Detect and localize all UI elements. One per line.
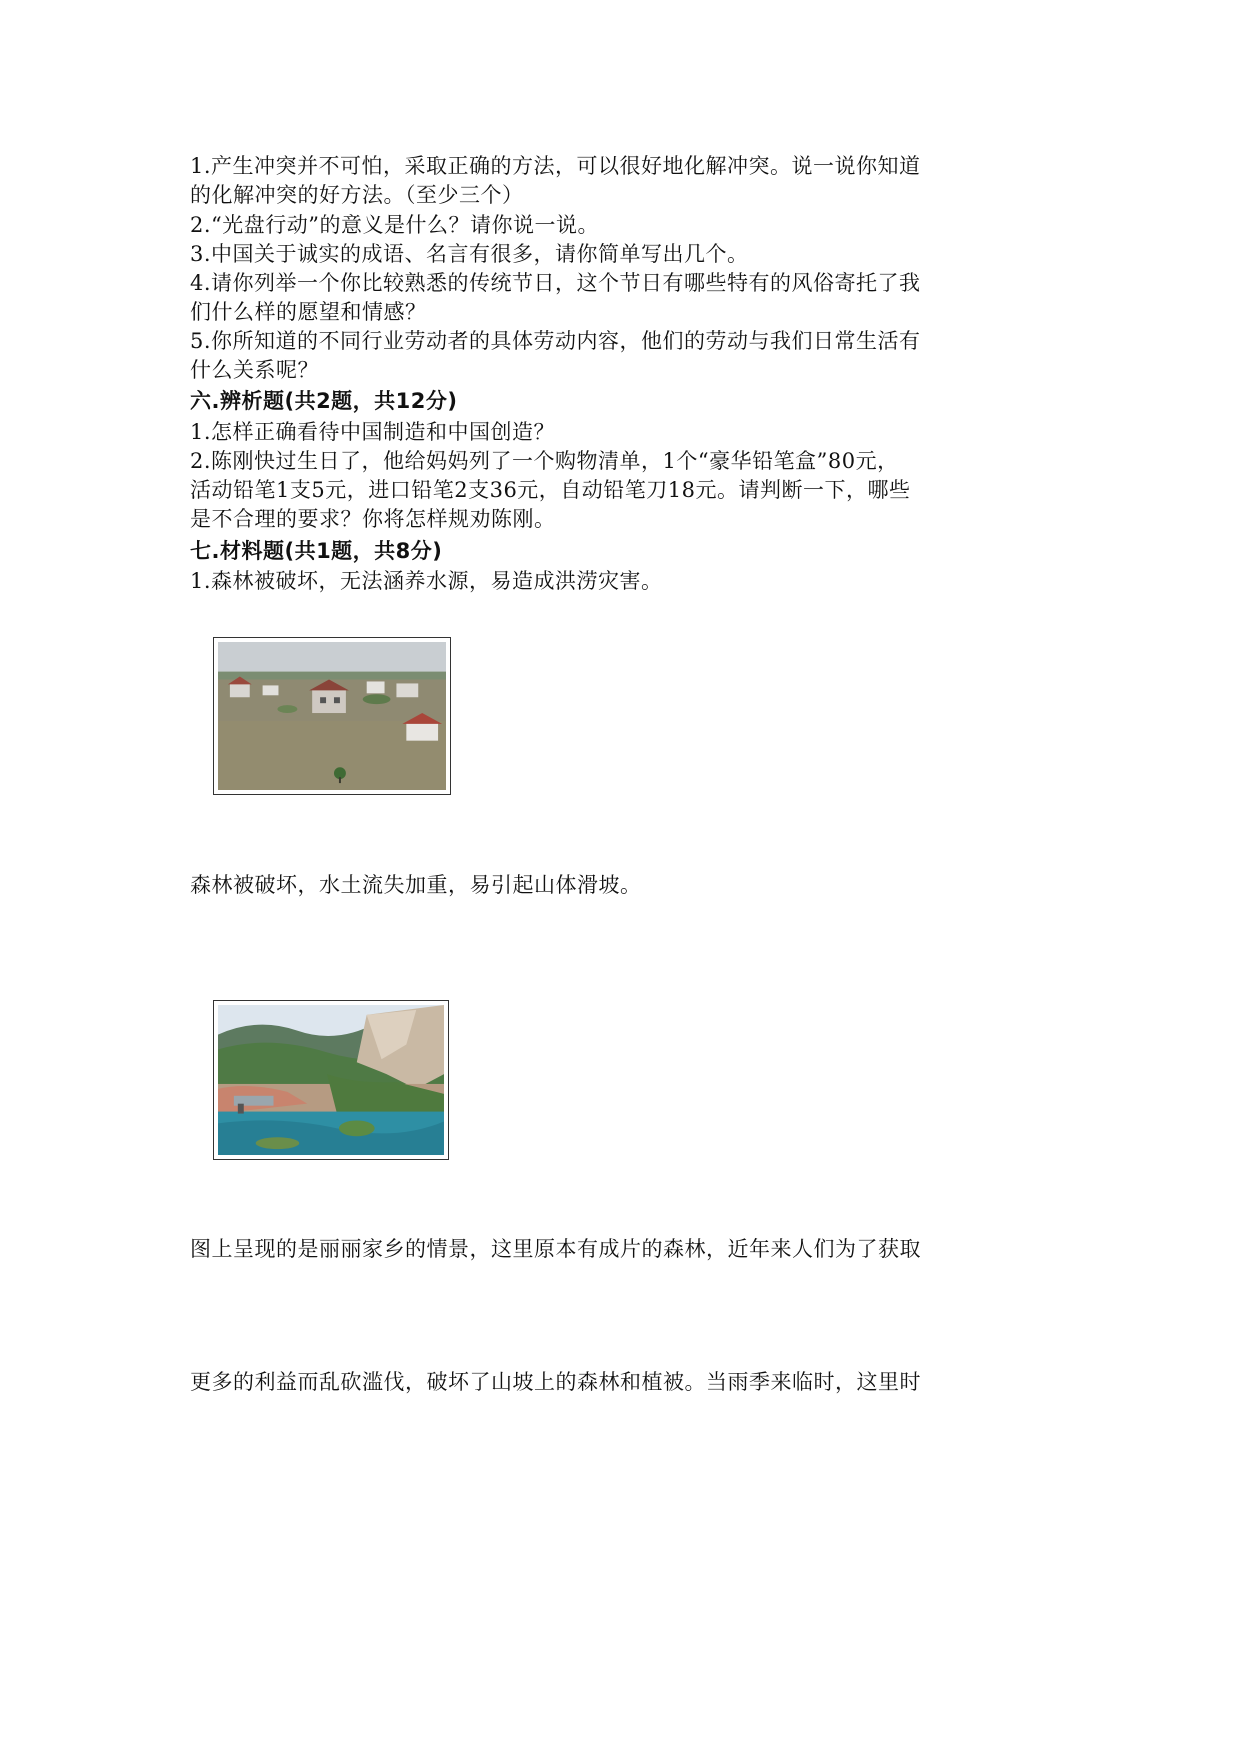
section6-heading: 六.辨析题(共2题，共12分) (190, 389, 458, 413)
s5-q3: 3.中国关于诚实的成语、名言有很多，请你简单写出几个。 (190, 242, 749, 266)
s5-q5-line2: 什么关系呢？ (190, 358, 319, 382)
s7-q1-intro: 1.森林被破坏，无法涵养水源，易造成洪涝灾害。 (190, 569, 663, 593)
s6-q2-line2: 活动铅笔1支5元，进口铅笔2支36元，自动铅笔刀18元。请判断一下，哪些 (190, 478, 911, 502)
s6-q2-line3: 是不合理的要求？你将怎样规劝陈刚。 (190, 507, 556, 531)
s5-q4-line1: 4.请你列举一个你比较熟悉的传统节日，这个节日有哪些特有的风俗寄托了我 (190, 271, 921, 295)
s5-q2: 2.“光盘行动”的意义是什么？请你说一说。 (190, 213, 600, 237)
s7-para-line1: 图上呈现的是丽丽家乡的情景，这里原本有成片的森林，近年来人们为了获取 (190, 1237, 921, 1261)
s7-caption2: 森林被破坏，水土流失加重，易引起山体滑坡。 (190, 873, 642, 897)
landslide-photo-icon (213, 1000, 449, 1160)
s5-q1-line1: 1.产生冲突并不可怕，采取正确的方法，可以很好地化解冲突。说一说你知道 (190, 154, 921, 178)
s6-q1: 1.怎样正确看待中国制造和中国创造？ (190, 420, 556, 444)
s5-q5-line1: 5.你所知道的不同行业劳动者的具体劳动内容，他们的劳动与我们日常生活有 (190, 329, 921, 353)
flood-photo-svg (218, 642, 446, 790)
flood-photo-icon (213, 637, 451, 795)
landslide-photo-svg (218, 1005, 444, 1155)
s7-para-line2: 更多的利益而乱砍滥伐，破坏了山坡上的森林和植被。当雨季来临时，这里时 (190, 1370, 921, 1394)
section7-heading: 七.材料题(共1题，共8分) (190, 539, 443, 563)
s5-q4-line2: 们什么样的愿望和情感？ (190, 300, 427, 324)
s6-q2-line1: 2.陈刚快过生日了，他给妈妈列了一个购物清单，1个“豪华铅笔盒”80元， (190, 449, 899, 473)
s5-q1-line2: 的化解冲突的好方法。（至少三个） (190, 183, 524, 207)
